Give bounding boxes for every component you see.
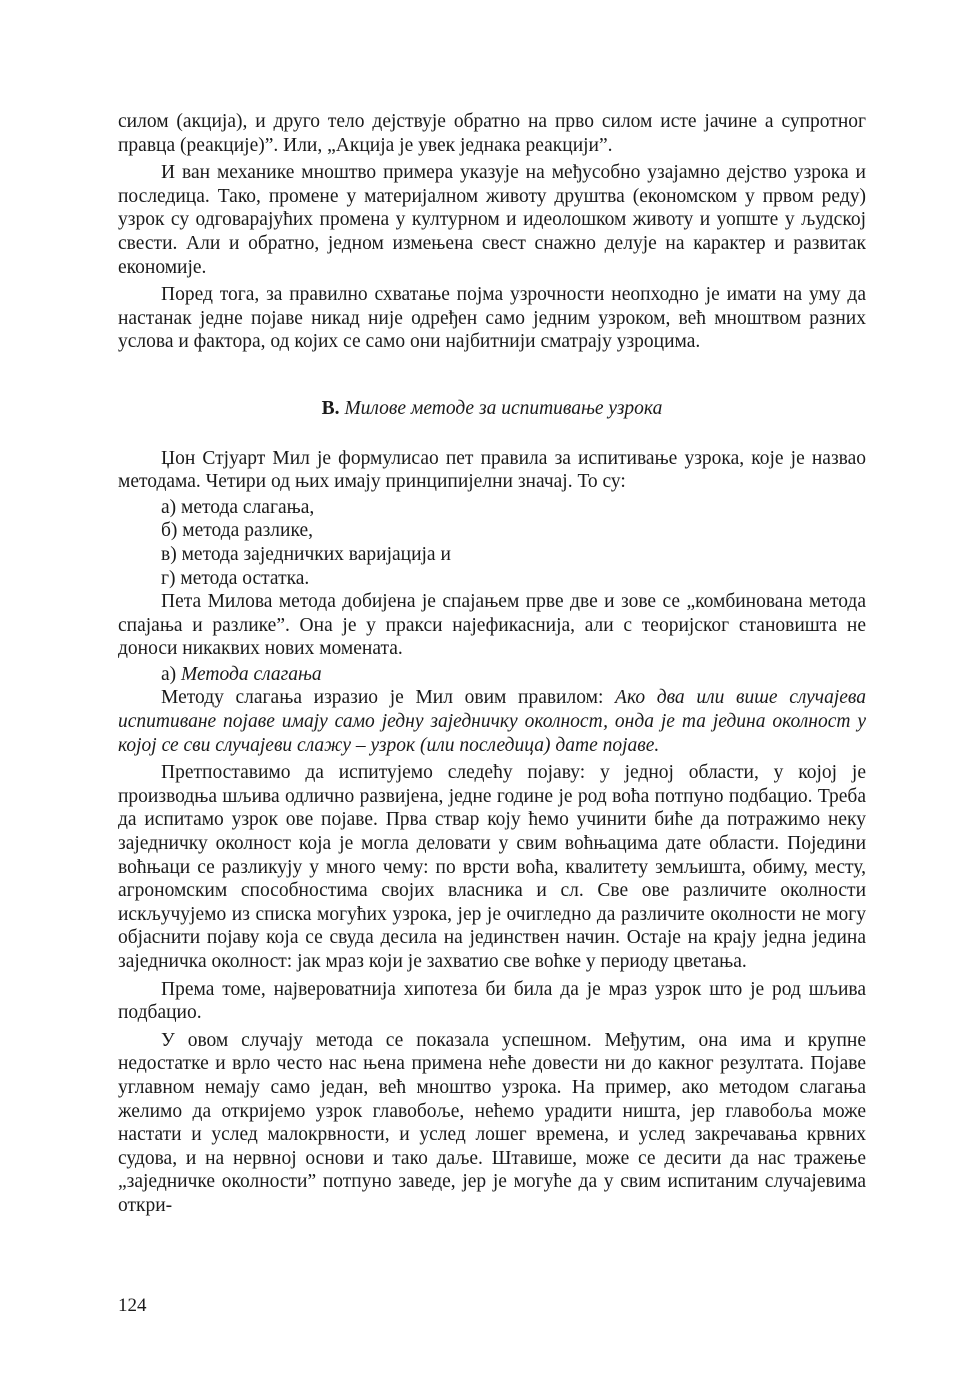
methods-list [161,496,866,590]
paragraph-method-rule [118,686,866,757]
paragraph-hypothesis: Према томе, највероватнија хипотеза би била да је мраз узрок што је род шљива подбацио. [118,978,866,1024]
section-letter: В. [321,397,340,419]
subsection-title: Метода слагања [181,663,322,685]
list-item: г) метода остатка. [161,567,310,589]
paragraph-mutual-interaction: И ван механике мноштво примера указује на међусобно узајамно дејство узрока и последица. Тако, промене у материјалном животу друштва (економском у првом реду) узрок су одговарајућих промена у културном и идеолошком животу и уопште у људској свести. Али и обратно, једном измењена свест снажно делује на карактер и развитак економије. [118,162,866,278]
section-title: Милове методе за испитивање узрока [344,397,663,419]
list-item: в) метода заједничких варијација и [161,543,451,565]
list-item: а) метода слагања, [161,496,315,518]
page-number: 124 [118,1295,147,1316]
paragraph-shortcomings: У овом случају метода се показала успешном. Међутим, она има и крупне недостатке и врло често нас њена примена неће довести ни до какног резултата. Појаве углавном немају само један, већ мноштво узрока. На пример, ако методом слагања желимо да откријемо узрок главобоље, нећемо урадити ништа, јер главобоља може настати и услед малокрвности, и услед лошег времена, и услед закречавања крвних судова, и на нервној основи и тако даље. Штавише, може се десити да нас тражење „заједничке околности” потпуно заведе, јер је могуће да у свим испитаним случајевима откри- [118,1029,866,1216]
list-item: б) метода разлике, [161,520,313,542]
rule-lead: Методу слагања изразио је Мил овим правилом: [161,687,616,709]
paragraph-action-reaction: силом (акција), и друго тело дејствује обратно на прво силом исте јачине а супротног правца (реакције)”. Или, „Акција је увек једнака реакцији”. [118,111,866,156]
paragraph-mill-intro: Џон Стјуарт Мил је формулисао пет правила за испитивање узрока, које је назвао методама. Четири од њих имају принципијелни значај. То су: [118,447,866,493]
paragraph-plum-example: Претпоставимо да испитујемо следећу појаву: у једној области, у којој је производња шљива одлично развијена, једне године је род воћа потпуно подбацио. Треба да испитамо узрок ове појаве. Прва ствар коју ћемо учинити биће да потражимо неку заједничку околност која је могла деловати у свим воћњацима дате области. Поједини воћњаци се разликују у много чему: по врсти воћа, квалитету земљишта, обиму, месту, агрономским способностима својих власника и сл. Све ове различите околности искључујемо из списка могућих узрока, јер је очигледно да различите околности не могу објаснити појаву која се свуда десила на јединствен начин. Остаје на крају једна једина заједничка околност: јак мраз који је захватио све воћке у периоду цветања. [118,762,866,972]
paragraph-fifth-method: Пета Милова метода добијена је спајањем прве две и зове се „комбинована метода спајања и разлике”. Она је у пракси најефикаснија, али с теоријског становишта не доноси никаквих нових момената. [118,591,866,660]
subsection-heading [161,663,866,687]
subsection-letter: а) [161,663,177,685]
page-body [118,110,866,1218]
rule-statement: Ако два или више случајева испитиване појаве имају само једну заједничку околност, онда је та једина околност у којој се сви случајеви слажу – узрок (или последица) дате појаве. [118,687,867,756]
section-heading [118,397,866,421]
paragraph-multiple-causes: Поред тога, за правилно схватање појма узрочности неопходно је имати на уму да настанак једне појаве никад није одређен само једним узроком, већ мноштвом разних услова и фактора, од којих се само они најбитнији сматрају узроцима. [118,284,866,353]
